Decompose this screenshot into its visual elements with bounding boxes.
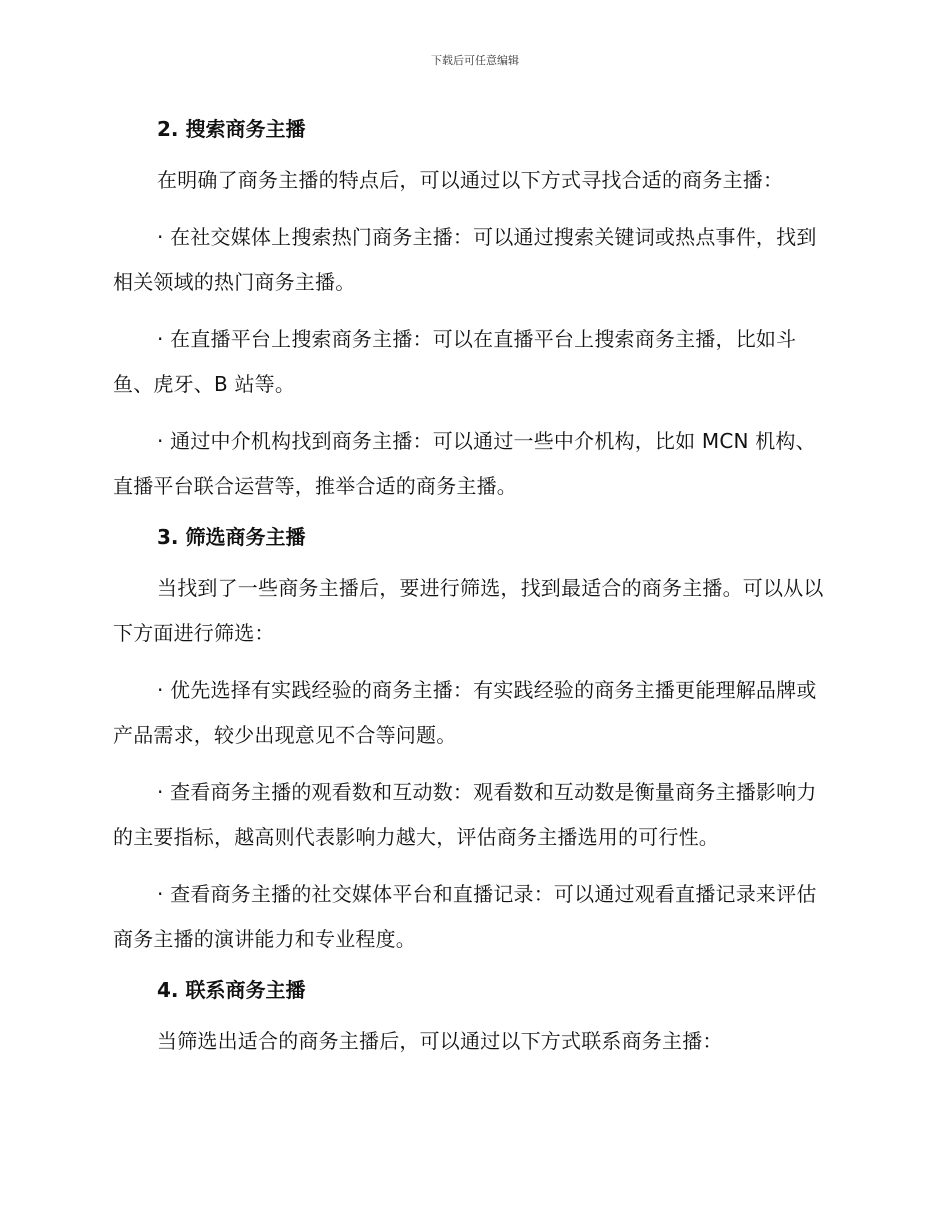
bullet-views-interactions: · 查看商务主播的观看数和互动数：观看数和互动数是衡量商务主播影响力的主要指标，越高则代表影响力越大，评估商务主播选用的可行性。: [113, 780, 817, 849]
bullet-social-media: · 在社交媒体上搜索热门商务主播：可以通过搜索关键词或热点事件，找到相关领域的热门商务主播。: [113, 225, 817, 294]
bullet-experience: · 优先选择有实践经验的商务主播：有实践经验的商务主播更能理解品牌或产品需求，较少出现意见不合等问题。: [113, 678, 817, 747]
paragraph-search-intro: 在明确了商务主播的特点后，可以通过以下方式寻找合适的商务主播：: [157, 168, 784, 192]
bullet-agency: · 通过中介机构找到商务主播：可以通过一些中介机构，比如 MCN 机构、直播平台联合运营等，推举合适的商务主播。: [113, 429, 816, 498]
bullet-live-platform: · 在直播平台上搜索商务主播：可以在直播平台上搜索商务主播，比如斗鱼、虎牙、B 站等。: [113, 327, 797, 396]
section-heading-filter: 3. 筛选商务主播: [157, 525, 306, 549]
section-heading-contact: 4. 联系商务主播: [157, 978, 306, 1002]
paragraph-filter-intro: 当找到了一些商务主播后，要进行筛选，找到最适合的商务主播。可以从以下方面进行筛选：: [113, 576, 824, 645]
document-body: [113, 112, 825, 1064]
section-heading-search: 2. 搜索商务主播: [157, 117, 306, 141]
bullet-records: · 查看商务主播的社交媒体平台和直播记录：可以通过观看直播记录来评估商务主播的演讲能力和专业程度。: [113, 882, 817, 951]
page-header: 下载后可任意编辑: [431, 54, 519, 67]
paragraph-contact-intro: 当筛选出适合的商务主播后，可以通过以下方式联系商务主播：: [157, 1029, 723, 1053]
